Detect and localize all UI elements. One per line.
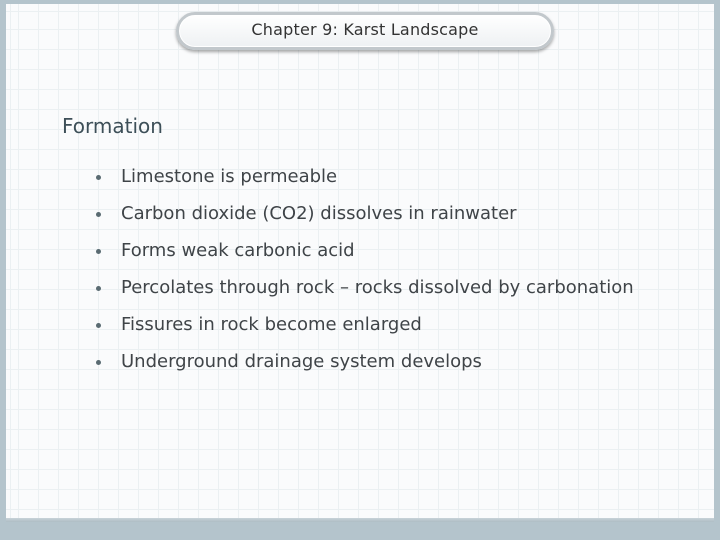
bullet-item: [94, 312, 634, 349]
bullet-item: [94, 349, 634, 386]
bullet-text: Percolates through rock – rocks dissolved by carbonation: [121, 277, 634, 298]
bullet-icon: [96, 249, 101, 254]
title-banner: [176, 12, 554, 50]
bullet-item: [94, 201, 634, 238]
bullet-text: Underground drainage system develops: [121, 351, 482, 372]
bullet-list: [94, 164, 634, 386]
bullet-text: Forms weak carbonic acid: [121, 240, 355, 261]
bullet-item: [94, 238, 634, 275]
bullet-icon: [96, 286, 101, 291]
bullet-text: Carbon dioxide (CO2) dissolves in rainwater: [121, 203, 517, 224]
bullet-item: [94, 164, 634, 201]
bullet-icon: [96, 175, 101, 180]
bullet-icon: [96, 323, 101, 328]
slide-title: Chapter 9: Karst Landscape: [251, 19, 479, 39]
bullet-item: [94, 275, 634, 312]
bullet-text: Limestone is permeable: [121, 166, 338, 187]
bullet-icon: [96, 360, 101, 365]
bullet-icon: [96, 212, 101, 217]
bullet-text: Fissures in rock become enlarged: [121, 314, 422, 335]
section-heading: Formation: [62, 114, 163, 138]
